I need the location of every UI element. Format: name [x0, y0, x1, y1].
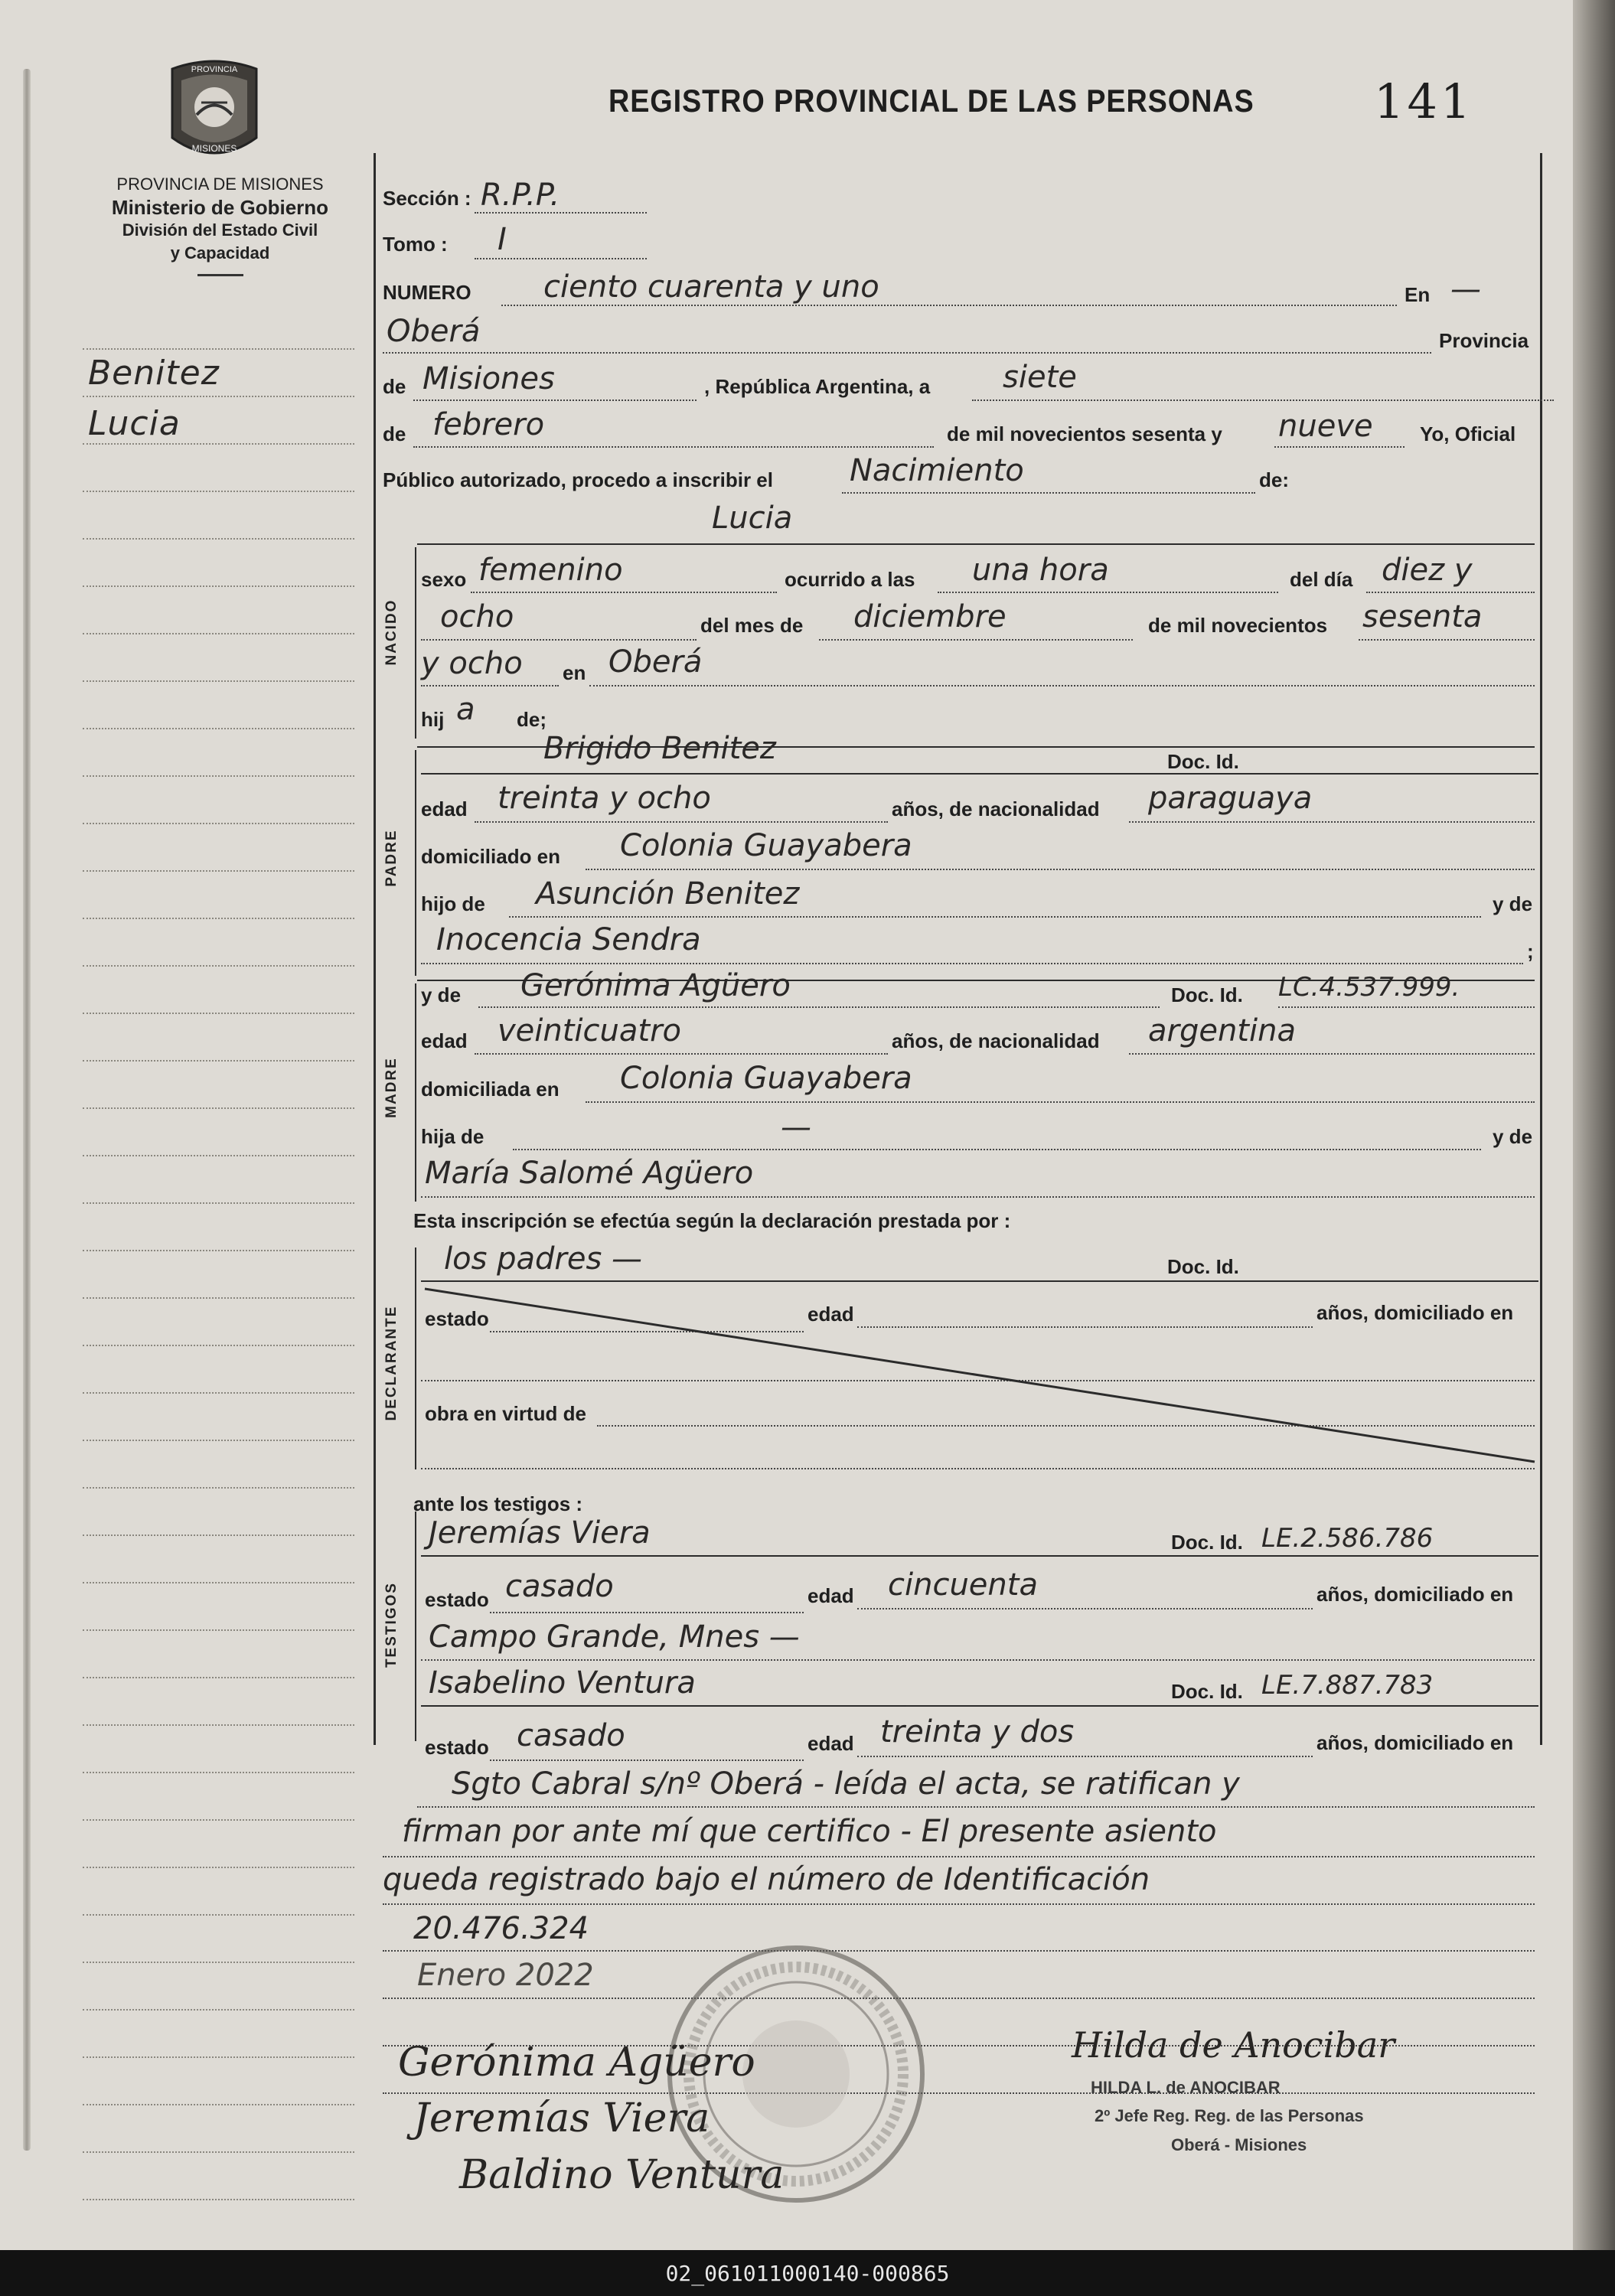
signature-witness-1: Jeremías Viera: [413, 2095, 710, 2141]
image-id: 02_061011000140-000865: [665, 2260, 950, 2286]
field-declarante: los padres —: [444, 1241, 643, 1277]
field-numero: ciento cuarenta y uno: [543, 269, 879, 305]
label-obra: obra en virtud de: [425, 1402, 586, 1425]
margin-line: [83, 1060, 354, 1062]
margin-line: [83, 348, 354, 351]
field-anio-nac-1: sesenta: [1362, 599, 1483, 634]
svg-text:PROVINCIA: PROVINCIA: [191, 65, 238, 74]
margin-line: [83, 2199, 354, 2201]
margin-line: [83, 1345, 354, 1347]
field-hora: una hora: [972, 553, 1109, 588]
signature-mother: Gerónima Agüero: [398, 2040, 755, 2086]
label-seccion: Sección :: [383, 187, 471, 210]
field-line: [1359, 639, 1535, 641]
field-madre-doc: LC.4.537.999.: [1278, 972, 1460, 1003]
field-provincia: Misiones: [423, 361, 555, 396]
field-line: [421, 1659, 1535, 1662]
label-doc-id: Doc. Id.: [1167, 1255, 1239, 1278]
field-hij-suffix: a: [456, 692, 475, 727]
margin-line: [83, 680, 354, 683]
field-madre-madre: María Salomé Agüero: [425, 1156, 754, 1191]
field-padre-nac: paraguaya: [1148, 781, 1313, 816]
section-nacido: NACIDO: [383, 598, 400, 666]
margin-line: [83, 2151, 354, 2154]
margin-line: [83, 1629, 354, 1632]
section-divider: [415, 1247, 416, 1469]
field-testigo1-edad: cincuenta: [888, 1567, 1038, 1603]
label-en: en: [563, 661, 586, 684]
field-line: [475, 1053, 888, 1055]
section-testigos: TESTIGOS: [383, 1581, 400, 1668]
label-hij: hij: [421, 708, 445, 731]
name-line: [421, 1555, 1538, 1557]
field-en: —: [1450, 272, 1481, 307]
label-del-dia: del día: [1290, 568, 1353, 591]
margin-line: [83, 1013, 354, 1015]
label-domiciliada: domiciliada en: [421, 1078, 560, 1101]
field-line: [383, 1950, 1535, 1952]
label-en: En: [1405, 283, 1431, 306]
field-line: [421, 639, 697, 641]
field-anio: nueve: [1278, 409, 1373, 444]
label-semicolon: ;: [1527, 940, 1534, 963]
margin-line: [83, 728, 354, 730]
field-line: [383, 1903, 1535, 1906]
section-divider: [415, 1512, 416, 1741]
label-doc-id: Doc. Id.: [1171, 983, 1243, 1006]
name-line: [421, 1705, 1538, 1707]
label-edad: edad: [421, 1029, 468, 1052]
label-declaracion: Esta inscripción se efectúa según la declaración prestada por :: [413, 1209, 1011, 1232]
margin-line: [83, 1155, 354, 1157]
margin-line: [83, 870, 354, 872]
margin-line: [83, 1962, 354, 1964]
office-division: División del Estado Civil: [122, 220, 318, 240]
official-name: HILDA L. de ANOCIBAR: [1091, 2078, 1281, 2097]
field-line: [490, 1612, 804, 1614]
label-publico: Público autorizado, procedo a inscribir el: [383, 468, 773, 491]
page-edge: [1573, 0, 1615, 2250]
label-anos-nac: años, de nacionalidad: [892, 797, 1100, 820]
label-hijo-de: hijo de: [421, 892, 485, 915]
field-line: [501, 305, 1397, 307]
field-line: [586, 1101, 1535, 1104]
frame-right-border: [1540, 153, 1542, 1745]
margin-line: [83, 965, 354, 967]
field-acto: Nacimiento: [850, 453, 1024, 488]
label-sexo: sexo: [421, 568, 467, 591]
field-lugar-nac: Oberá: [608, 644, 703, 680]
label-doc-id: Doc. Id.: [1171, 1680, 1243, 1703]
section-divider: [415, 547, 416, 739]
field-line: [1278, 1006, 1535, 1009]
margin-line: [83, 2009, 354, 2011]
label-y-de: y de: [1493, 1125, 1533, 1148]
margin-given-name: Lucia: [88, 404, 181, 443]
label-y-de: y de: [421, 983, 462, 1006]
margin-line: [83, 1677, 354, 1679]
field-line: [421, 1196, 1535, 1199]
field-line: [421, 963, 1523, 965]
section-declarante: DECLARANTE: [383, 1305, 400, 1421]
closing-line-1: Sgto Cabral s/nº Oberá - leída el acta, se ratifican y: [452, 1766, 1240, 1802]
name-line: [421, 773, 1538, 775]
issuing-office: [73, 173, 367, 276]
field-mes: febrero: [432, 407, 545, 442]
margin-line: [83, 1867, 354, 1869]
field-line: [1366, 592, 1535, 594]
field-seccion: R.P.P.: [481, 178, 560, 213]
field-dia-nac-2: ocho: [440, 599, 514, 634]
office-rule: [197, 274, 243, 276]
signature-official: Hilda de Anocibar: [1072, 2024, 1395, 2066]
margin-line: [83, 1534, 354, 1537]
field-line: [509, 916, 1481, 918]
margin-line: [83, 585, 354, 588]
margin-line: [83, 1107, 354, 1110]
label-anos-dom: años, domiciliado en: [1316, 1731, 1514, 1754]
label-provincia: Provincia: [1439, 329, 1529, 352]
label-numero: NUMERO: [383, 281, 471, 304]
field-mes-nac: diciembre: [853, 599, 1007, 634]
field-line: [383, 1856, 1535, 1858]
field-line: [421, 685, 559, 687]
margin-line: [83, 918, 354, 920]
field-line: [383, 352, 1431, 354]
label-tomo: Tomo :: [383, 233, 448, 256]
field-madre-edad: veinticuatro: [498, 1013, 681, 1049]
field-line: [471, 592, 777, 594]
label-yo-oficial: Yo, Oficial: [1420, 422, 1516, 445]
margin-line: [83, 775, 354, 778]
field-testigo2-edad: treinta y dos: [880, 1714, 1075, 1750]
field-padre-madre: Inocencia Sendra: [436, 922, 701, 957]
svg-text:MISIONES: MISIONES: [191, 143, 237, 154]
label-y-de: y de: [1493, 892, 1533, 915]
label-edad: edad: [808, 1584, 854, 1607]
label-mil-novecientos: de mil novecientos: [1148, 614, 1328, 637]
office-capacity: y Capacidad: [170, 243, 270, 263]
field-anio-nac-2: y ocho: [421, 646, 523, 681]
office-ministry: Ministerio de Gobierno: [111, 196, 329, 219]
label-de: de: [383, 375, 406, 398]
field-testigo2-doc: LE.7.887.783: [1261, 1670, 1434, 1701]
binding-fold: [23, 69, 31, 1607]
margin-line: [83, 1202, 354, 1205]
section-padre: PADRE: [383, 829, 400, 887]
margin-line: [83, 2104, 354, 2106]
margin-line: [83, 396, 354, 398]
field-sexo: femenino: [478, 553, 623, 588]
field-nombre: Lucia: [712, 501, 793, 536]
field-line: [475, 821, 888, 823]
binding-fold: [23, 1385, 31, 2151]
label-hija-de: hija de: [421, 1125, 484, 1148]
label-de-semi: de;: [517, 708, 546, 731]
field-line: [972, 400, 1554, 402]
margin-line: [83, 1914, 354, 1916]
label-edad: edad: [808, 1732, 854, 1755]
margin-line: [83, 1392, 354, 1394]
label-edad: edad: [808, 1303, 854, 1326]
page-number: 141: [1374, 73, 1474, 129]
field-line: [413, 400, 697, 402]
label-de: de: [383, 422, 406, 445]
field-dia: siete: [1003, 360, 1077, 395]
field-line: [819, 639, 1133, 641]
margin-line: [83, 1724, 354, 1727]
margin-line: [83, 2056, 354, 2059]
field-testigo2: Isabelino Ventura: [429, 1665, 696, 1701]
field-line: [490, 1760, 804, 1762]
label-mil-sesenta: de mil novecientos sesenta y: [947, 422, 1222, 445]
margin-line: [83, 1297, 354, 1300]
margin-line: [83, 1772, 354, 1774]
field-testigo1-doc: LE.2.586.786: [1261, 1523, 1434, 1554]
field-line: [513, 1149, 1481, 1151]
field-line: [842, 492, 1255, 494]
margin-line: [83, 823, 354, 825]
field-line: [586, 869, 1535, 871]
signature-witness-2: Baldino Ventura: [459, 2152, 785, 2198]
label-testigos: ante los testigos :: [413, 1492, 583, 1515]
label-domiciliado: domiciliado en: [421, 845, 561, 868]
label-de-colon: de:: [1259, 468, 1289, 491]
field-line: [383, 1998, 1535, 2000]
field-line: [478, 1006, 1160, 1009]
field-line: [938, 592, 1278, 594]
margin-line: [83, 443, 354, 445]
margin-line: [83, 1582, 354, 1584]
section-divider: [415, 750, 416, 976]
official-role: 2º Jefe Reg. Reg. de las Personas: [1095, 2106, 1364, 2125]
margin-surname: Benitez: [88, 354, 220, 393]
label-doc-id: Doc. Id.: [1171, 1531, 1243, 1554]
field-line: [857, 1756, 1313, 1758]
field-madre-nombre: Gerónima Agüero: [520, 968, 791, 1003]
label-del-mes: del mes de: [700, 614, 804, 637]
field-padre-edad: treinta y ocho: [498, 781, 711, 816]
field-line: [417, 1806, 1535, 1808]
office-province: PROVINCIA DE MISIONES: [116, 174, 324, 194]
id-number: 20.476.324: [413, 1911, 589, 1946]
margin-line: [83, 1819, 354, 1821]
field-padre-padre: Asunción Benitez: [536, 876, 800, 912]
margin-line: [83, 1250, 354, 1252]
field-line: [589, 685, 1535, 687]
field-line: [1129, 821, 1535, 823]
margin-line: [83, 1440, 354, 1442]
margin-line: [83, 1487, 354, 1489]
closing-line-2: firman por ante mí que certifico - El presente asiento: [402, 1814, 1217, 1849]
field-line: [413, 446, 934, 448]
field-lugar: Oberá: [387, 314, 481, 349]
annotation: Enero 2022: [417, 1958, 594, 1993]
field-dia-nac-1: diez y: [1382, 553, 1473, 588]
name-line: [417, 543, 1535, 545]
label-estado: estado: [425, 1736, 489, 1759]
field-line: [383, 2092, 1535, 2095]
field-testigo2-estado: casado: [517, 1718, 625, 1753]
label-ocurrido: ocurrido a las: [785, 568, 915, 591]
frame-left-border: [374, 153, 376, 1745]
closing-line-3: queda registrado bajo el número de Identificación: [383, 1862, 1150, 1897]
section-madre: MADRE: [383, 1057, 400, 1118]
field-madre-padre: —: [781, 1110, 811, 1145]
field-line: [1274, 446, 1405, 448]
label-doc-id: Doc. Id.: [1167, 750, 1239, 773]
field-madre-dom: Colonia Guayabera: [620, 1061, 912, 1096]
field-padre-nombre: Brigido Benitez: [543, 731, 776, 766]
margin-line: [83, 491, 354, 493]
province-seal: [165, 54, 264, 168]
label-republica: , República Argentina, a: [704, 375, 931, 398]
field-line: [475, 258, 647, 260]
image-id-bar: [0, 2250, 1615, 2296]
field-line: [857, 1608, 1313, 1610]
field-testigo1-estado: casado: [505, 1569, 614, 1604]
field-testigo1-dom: Campo Grande, Mnes —: [429, 1619, 800, 1655]
margin-line: [83, 633, 354, 635]
field-testigo1: Jeremías Viera: [429, 1515, 651, 1551]
field-padre-dom: Colonia Guayabera: [620, 828, 912, 863]
label-edad: edad: [421, 797, 468, 820]
label-estado: estado: [425, 1588, 489, 1611]
label-estado: estado: [425, 1307, 489, 1330]
cancel-stroke: [421, 1278, 1538, 1469]
label-anos-nac: años, de nacionalidad: [892, 1029, 1100, 1052]
margin-line: [83, 538, 354, 540]
field-line: [1129, 1053, 1535, 1055]
label-anos-dom: años, domiciliado en: [1316, 1301, 1514, 1324]
section-divider: [415, 983, 416, 1202]
field-madre-nac: argentina: [1148, 1013, 1296, 1049]
official-place: Oberá - Misiones: [1171, 2135, 1307, 2154]
page-title: REGISTRO PROVINCIAL DE LAS PERSONAS: [608, 83, 1254, 119]
field-tomo: I: [498, 222, 507, 257]
label-anos-dom: años, domiciliado en: [1316, 1583, 1514, 1606]
